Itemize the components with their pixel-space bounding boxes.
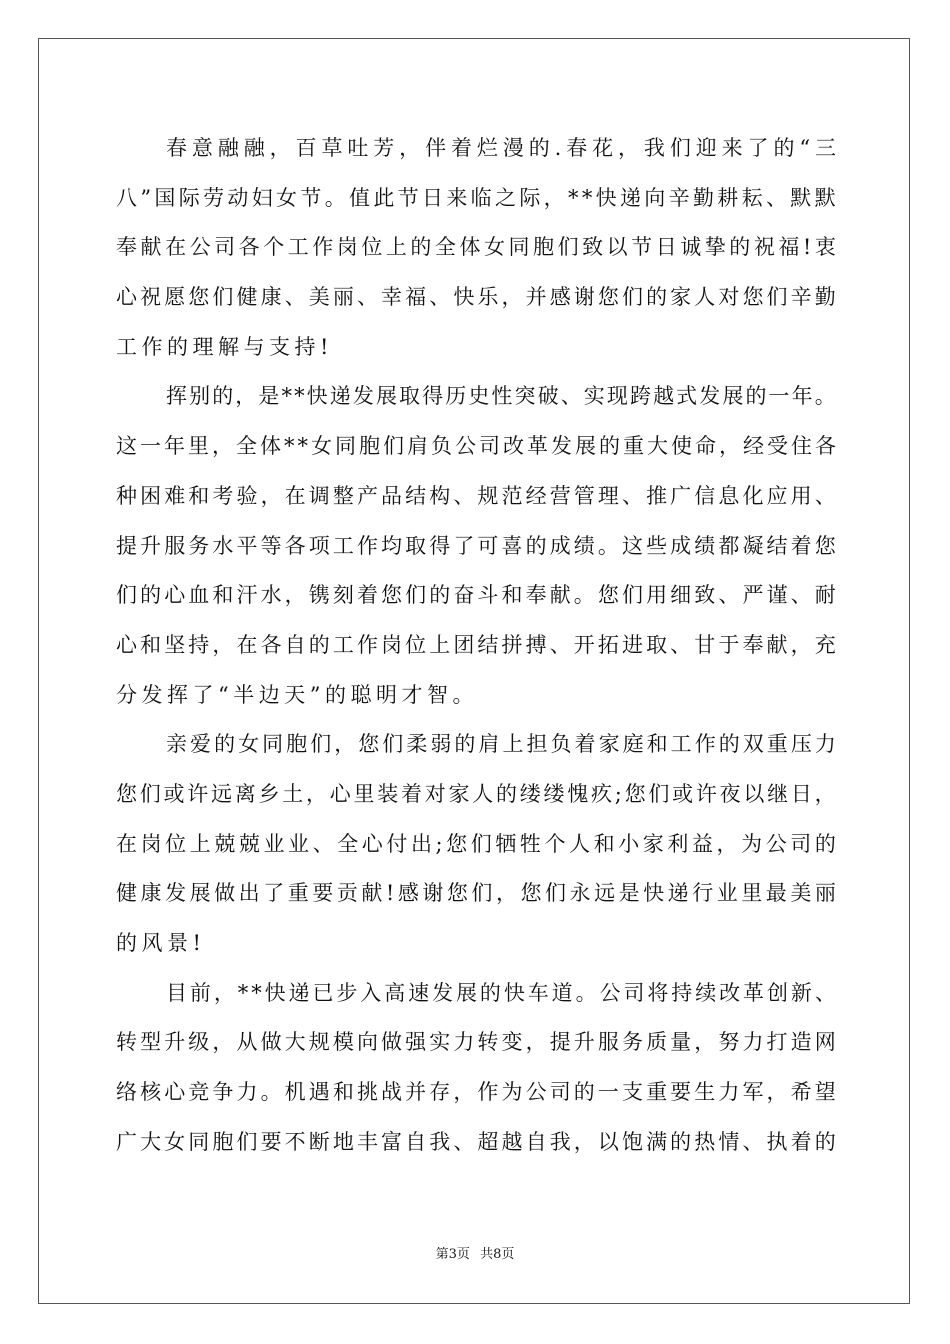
text-line: 提 升 服 务 水 平 等 各 项 工 作 均 取 得 了 可 喜 的 成 绩 。 这 些 成 绩 都 凝 结 着 您 bbox=[116, 533, 836, 558]
text-line: 广 大 女 同 胞 们 要 不 断 地 丰 富 自 我 、 超 越 自 我 ， 以 饱 满 的 热 情 、 执 着 的 bbox=[116, 1129, 836, 1154]
text-line: 目 前 ， * * 快 递 已 步 入 高 速 发 展 的 快 车 道 。 公 司 将 持 续 改 革 创 新 、 bbox=[166, 980, 836, 1005]
text-line: 春 意 融 融 ， 百 草 吐 芳 ， 伴 着 烂 漫 的 . 春 花 ， 我 们 迎 来 了 的 “ 三 bbox=[166, 136, 836, 160]
text-line: 这 一 年 里 ， 全 体 * * 女 同 胞 们 肩 负 公 司 改 革 发 展 的 重 大 使 命 ， 经 受 住 各 bbox=[116, 434, 836, 459]
text-line: 亲 爱 的 女 同 胞 们 ， 您 们 柔 弱 的 肩 上 担 负 着 家 庭 和 工 作 的 双 重 压 力 bbox=[166, 732, 836, 757]
text-line: 们 的 心 血 和 汗 水 ， 镌 刻 着 您 们 的 奋 斗 和 奉 献 。 您 们 用 细 致 、 严 谨 、 耐 bbox=[116, 583, 836, 608]
text-line: 健 康 发 展 做 出 了 重 要 贡 献 ! 感 谢 您 们 ， 您 们 永 远 是 快 递 行 业 里 最 美 丽 bbox=[116, 881, 836, 906]
text-line: 心 祝 愿 您 们 健 康 、 美 丽 、 幸 福 、 快 乐 ， 并 感 谢 您 们 的 家 人 对 您 们 辛 勤 bbox=[116, 285, 836, 310]
text-line: 种 困 难 和 考 验 ， 在 调 整 产 品 结 构 、 规 范 经 营 管 理 、 推 广 信 息 化 应 用 、 bbox=[116, 483, 836, 508]
text-line: 奉 献 在 公 司 各 个 工 作 岗 位 上 的 全 体 女 同 胞 们 致 以 节 日 诚 挚 的 祝 福 ! 衷 bbox=[116, 235, 836, 260]
text-line: 在 岗 位 上 兢 兢 业 业 、 全 心 付 出 ; 您 们 牺 牲 个 人 和 小 家 利 益 ， 为 公 司 的 bbox=[116, 831, 836, 856]
document-body bbox=[116, 124, 836, 1167]
text-line: 挥 别 的 ， 是 * * 快 递 发 展 取 得 历 史 性 突 破 、 实 现 跨 越 式 发 展 的 一 年 。 bbox=[166, 384, 836, 409]
page-number: 第3页 bbox=[435, 1247, 470, 1262]
page-footer bbox=[0, 1243, 950, 1262]
text-line: 络 核 心 竞 争 力 。 机 遇 和 挑 战 并 存 ， 作 为 公 司 的 一 支 重 要 生 力 军 ， 希 望 bbox=[116, 1080, 836, 1105]
text-line: 八 ” 国 际 劳 动 妇 女 节 。 值 此 节 日 来 临 之 际 ， * * 快 递 向 辛 勤 耕 耘 、 默 默 bbox=[116, 185, 836, 210]
text-line: 的风景! bbox=[116, 931, 206, 955]
text-line: 分发挥了“半边天”的聪明才智。 bbox=[116, 682, 478, 707]
text-line: 转 型 升 级 ， 从 做 大 规 模 向 做 强 实 力 转 变 ， 提 升 服 务 质 量 ， 努 力 打 造 网 bbox=[116, 1030, 836, 1055]
text-line: 您 们 或 许 远 离 乡 土 ， 心 里 装 着 对 家 人 的 缕 缕 愧 疚 ; 您 们 或 许 夜 以 继 日 ， bbox=[116, 781, 836, 806]
text-line: 心 和 坚 持 ， 在 各 自 的 工 作 岗 位 上 团 结 拼 搏 、 开 拓 进 取 、 甘 于 奉 献 ， 充 bbox=[116, 632, 836, 657]
text-line: 工作的理解与支持! bbox=[116, 334, 333, 359]
page-total: 共8页 bbox=[480, 1247, 515, 1262]
